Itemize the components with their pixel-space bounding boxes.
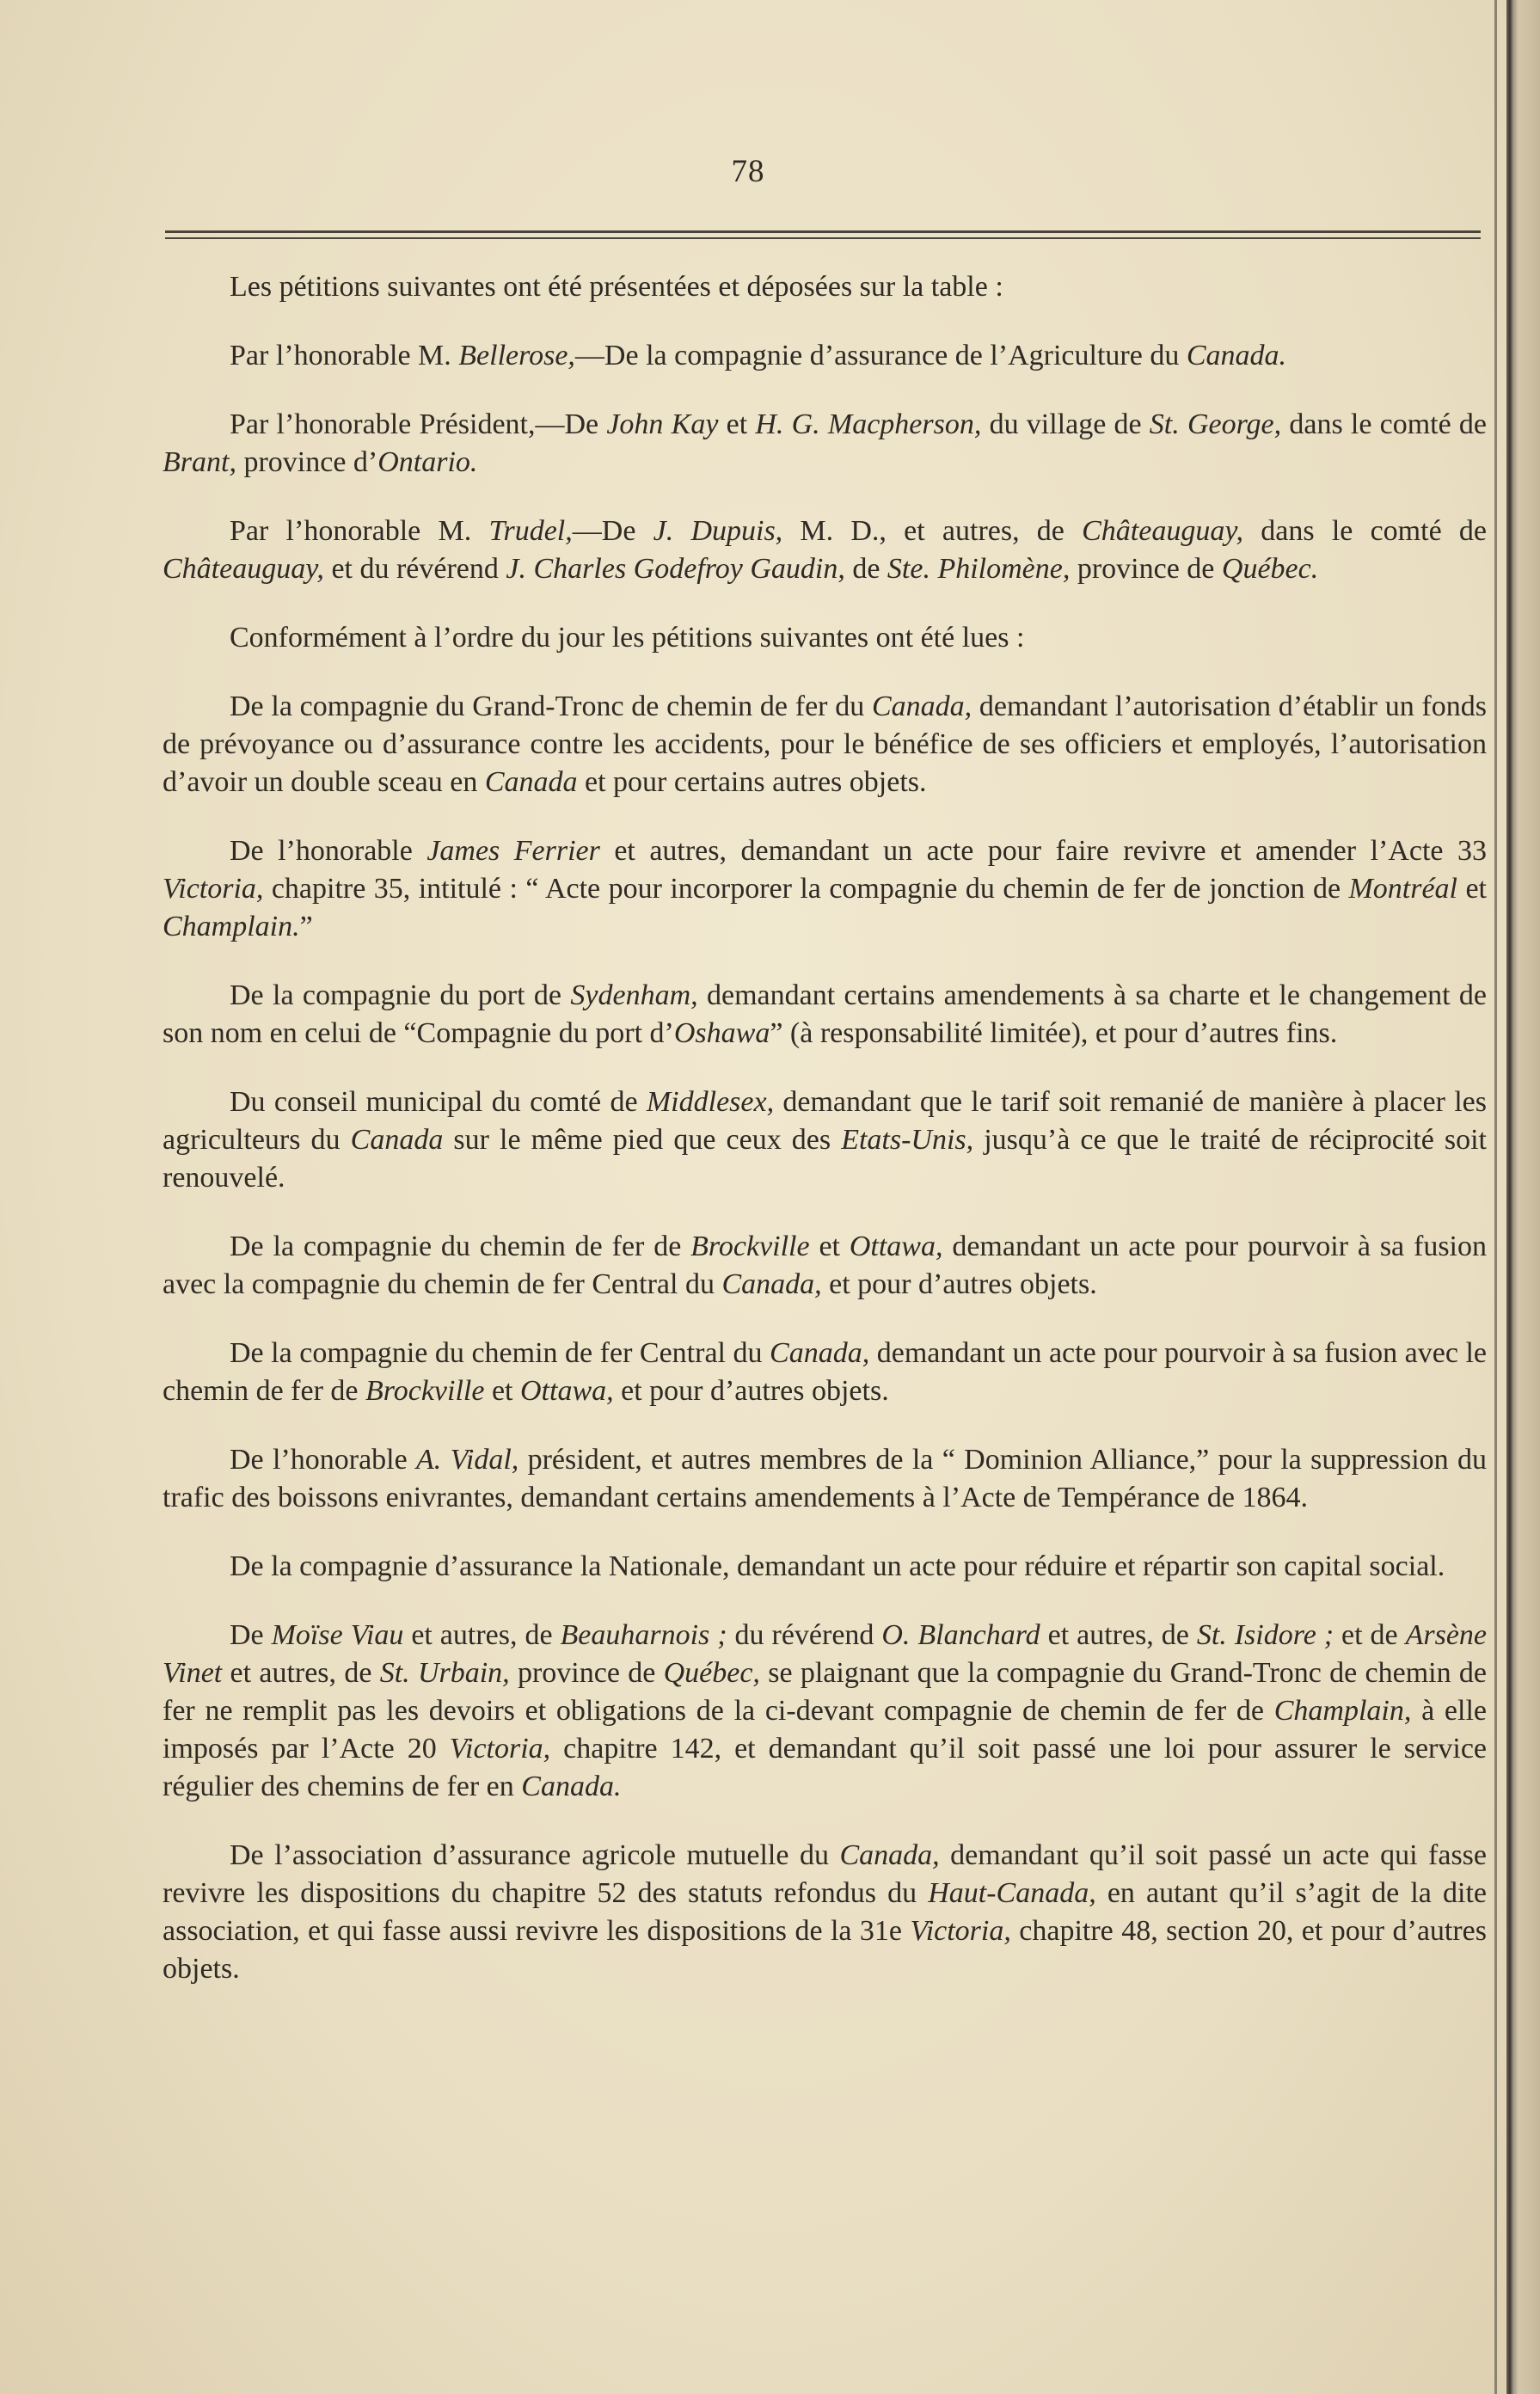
text-run: M. D., et autres, de bbox=[782, 515, 1083, 547]
book-gutter bbox=[1506, 0, 1540, 2394]
text-run: et autres, de bbox=[1040, 1619, 1197, 1651]
text-run: Par l’honorable Président,—De bbox=[230, 408, 607, 440]
text-run: et pour certains autres objets. bbox=[577, 766, 927, 798]
italic-text: Châteauguay, bbox=[163, 553, 324, 585]
italic-text: Moïse Viau bbox=[271, 1619, 404, 1651]
text-run: du village de bbox=[981, 408, 1150, 440]
text-run: et bbox=[1457, 873, 1487, 905]
text-run: président, et autres membres de la “ Dominion Alliance,” pour la suppression du trafic des boissons enivrantes, demandant certains amendements à l’Acte de Tempérance de 1864. bbox=[163, 1444, 1487, 1513]
text-run: De la compagnie d’assurance la Nationale, demandant un acte pour réduire et répartir son capital social. bbox=[230, 1550, 1445, 1582]
gutter-shadow bbox=[1494, 0, 1497, 2394]
italic-text: Victoria, bbox=[163, 873, 264, 905]
paragraph bbox=[163, 268, 1487, 306]
paragraph bbox=[163, 1548, 1487, 1586]
text-run: province de bbox=[1070, 553, 1222, 585]
page-body bbox=[163, 268, 1487, 2019]
italic-text: Canada, bbox=[871, 691, 972, 722]
italic-text: Canada, bbox=[721, 1268, 822, 1300]
paragraph bbox=[163, 1335, 1487, 1410]
text-run: et de bbox=[1334, 1619, 1406, 1651]
paragraph bbox=[163, 1617, 1487, 1806]
text-run: du révérend bbox=[727, 1619, 882, 1651]
italic-text: Montréal bbox=[1348, 873, 1458, 905]
text-run: De l’honorable bbox=[230, 835, 427, 867]
text-run: et pour d’autres objets. bbox=[613, 1375, 889, 1407]
text-run: De bbox=[230, 1619, 272, 1651]
text-run: province d’ bbox=[236, 446, 378, 478]
text-run: et autres, de bbox=[403, 1619, 561, 1651]
italic-text: Victoria, bbox=[449, 1733, 551, 1765]
paragraph bbox=[163, 832, 1487, 946]
italic-text: Québec. bbox=[1221, 553, 1319, 585]
italic-text: Canada. bbox=[521, 1771, 622, 1802]
italic-text: Brockville bbox=[365, 1375, 485, 1407]
italic-text: Châteauguay, bbox=[1082, 515, 1244, 547]
italic-text: Champlain, bbox=[1273, 1695, 1412, 1727]
text-run: De l’association d’assurance agricole mutuelle du bbox=[230, 1839, 840, 1871]
italic-text: Sydenham, bbox=[570, 979, 698, 1011]
italic-text: Canada bbox=[350, 1124, 444, 1156]
text-run: sur le même pied que ceux des bbox=[443, 1124, 842, 1156]
text-run: à elle imposés par l’Acte 20 bbox=[163, 1695, 1487, 1765]
italic-text: Canada bbox=[484, 766, 578, 798]
italic-text: Trudel, bbox=[488, 515, 573, 547]
text-run: se plaignant que la compagnie du Grand-Tronc de chemin de fer ne remplit pas les devoirs et obligations de la ci-devant compagnie de chemin de fer de bbox=[163, 1657, 1488, 1727]
paragraph bbox=[163, 1837, 1487, 1988]
italic-text: J. Dupuis, bbox=[653, 515, 783, 547]
italic-text: St. Urbain, bbox=[379, 1657, 510, 1689]
text-run: et pour d’autres objets. bbox=[821, 1268, 1097, 1300]
italic-text: Brant, bbox=[163, 446, 236, 478]
text-run: —De bbox=[572, 515, 653, 547]
italic-text: Canada, bbox=[839, 1839, 940, 1871]
text-run: demandant qu’il soit passé un acte qui fasse revivre les dispositions du chapitre 52 des statuts refondus du bbox=[163, 1839, 1487, 1909]
text-run: chapitre 142, et demandant qu’il soit passé une loi pour assurer le service régulier des chemins de fer en bbox=[163, 1733, 1488, 1802]
paragraph bbox=[163, 1083, 1487, 1197]
text-run: jusqu’à ce que le traité de réciprocité soit renouvelé. bbox=[163, 1124, 1488, 1194]
text-run: Par l’honorable M. bbox=[230, 340, 459, 371]
text-run: Du conseil municipal du comté de bbox=[230, 1086, 647, 1118]
text-run: demandant certains amendements à sa charte et le changement de son nom en celui de “Compagnie du port d’ bbox=[163, 979, 1487, 1049]
text-run: demandant l’autorisation d’établir un fonds de prévoyance ou d’assurance contre les accidents, pour le bénéfice de ses officiers et employés, l’autorisation d’avoir un double sceau en bbox=[163, 691, 1487, 798]
text-run: province de bbox=[509, 1657, 664, 1689]
text-run: De la compagnie du port de bbox=[230, 979, 571, 1011]
paragraph bbox=[163, 619, 1487, 657]
italic-text: Canada. bbox=[1186, 340, 1287, 371]
italic-text: Middlesex, bbox=[646, 1086, 775, 1118]
page-number: 78 bbox=[731, 154, 765, 189]
paragraph bbox=[163, 337, 1487, 375]
text-run: dans le comté de bbox=[1243, 515, 1487, 547]
text-run: en autant qu’il s’agit de la dite association, et qui fasse aussi revivre les dispositions de la 31e bbox=[163, 1877, 1487, 1947]
italic-text: J. Charles Godefroy Gaudin, bbox=[506, 553, 845, 585]
paragraph bbox=[163, 513, 1487, 588]
text-run: demandant un acte pour pourvoir à sa fusion avec le chemin de fer de bbox=[163, 1337, 1487, 1407]
text-run: et du révérend bbox=[323, 553, 506, 585]
header-rule bbox=[165, 230, 1481, 233]
italic-text: Victoria, bbox=[910, 1915, 1011, 1947]
italic-text: Québec, bbox=[663, 1657, 760, 1689]
italic-text: O. Blanchard bbox=[881, 1619, 1040, 1651]
italic-text: Ottawa, bbox=[520, 1375, 614, 1407]
italic-text: St. Isidore ; bbox=[1196, 1619, 1334, 1651]
text-run: demandant un acte pour pourvoir à sa fusion avec la compagnie du chemin de fer Central du bbox=[163, 1231, 1487, 1300]
paragraph bbox=[163, 1228, 1487, 1304]
text-run: demandant que le tarif soit remanié de manière à placer les agriculteurs du bbox=[163, 1086, 1487, 1156]
text-run: De l’honorable bbox=[230, 1444, 417, 1476]
text-run: et bbox=[809, 1231, 850, 1262]
text-run: de bbox=[844, 553, 887, 585]
text-run: dans le comté de bbox=[1281, 408, 1487, 440]
text-run: Conformément à l’ordre du jour les pétitions suivantes ont été lues : bbox=[230, 622, 1025, 654]
paragraph bbox=[163, 688, 1487, 801]
paragraph bbox=[163, 977, 1487, 1053]
italic-text: Brockville bbox=[690, 1231, 810, 1262]
italic-text: Etats-Unis, bbox=[841, 1124, 974, 1156]
italic-text: Oshawa bbox=[673, 1017, 770, 1049]
text-run: Les pétitions suivantes ont été présentées et déposées sur la table : bbox=[230, 271, 1003, 303]
text-run: De la compagnie du chemin de fer de bbox=[230, 1231, 691, 1262]
text-run: De la compagnie du chemin de fer Central du bbox=[230, 1337, 770, 1369]
italic-text: James Ferrier bbox=[426, 835, 600, 867]
italic-text: Arsène Vinet bbox=[163, 1619, 1488, 1689]
italic-text: Champlain. bbox=[163, 911, 300, 942]
text-run: chapitre 48, section 20, et pour d’autres objets. bbox=[163, 1915, 1487, 1985]
text-run: chapitre 35, intitulé : “ Acte pour incorporer la compagnie du chemin de fer de jonction de bbox=[263, 873, 1349, 905]
italic-text: Ste. Philomène, bbox=[887, 553, 1071, 585]
header-rule-secondary bbox=[165, 237, 1481, 239]
italic-text: Beauharnois ; bbox=[560, 1619, 727, 1651]
italic-text: St. George, bbox=[1149, 408, 1282, 440]
italic-text: H. G. Macpherson, bbox=[755, 408, 982, 440]
italic-text: Ontario. bbox=[377, 446, 478, 478]
italic-text: John Kay bbox=[606, 408, 719, 440]
text-run: De la compagnie du Grand-Tronc de chemin de fer du bbox=[230, 691, 872, 722]
text-run: et autres, de bbox=[222, 1657, 380, 1689]
text-run: ” bbox=[299, 911, 313, 942]
italic-text: A. Vidal, bbox=[416, 1444, 519, 1476]
paragraph bbox=[163, 406, 1487, 482]
text-run: et autres, demandant un acte pour faire revivre et amender l’Acte 33 bbox=[599, 835, 1487, 867]
italic-text: Haut-Canada, bbox=[928, 1877, 1096, 1909]
text-run: —De la compagnie d’assurance de l’Agriculture du bbox=[574, 340, 1187, 371]
italic-text: Ottawa, bbox=[849, 1231, 943, 1262]
text-run: Par l’honorable M. bbox=[230, 515, 489, 547]
italic-text: Canada, bbox=[770, 1337, 870, 1369]
text-run: ” (à responsabilité limitée), et pour d’autres fins. bbox=[770, 1017, 1338, 1049]
text-run: et bbox=[484, 1375, 520, 1407]
italic-text: Bellerose, bbox=[458, 340, 575, 371]
text-run: et bbox=[718, 408, 756, 440]
paragraph bbox=[163, 1441, 1487, 1517]
